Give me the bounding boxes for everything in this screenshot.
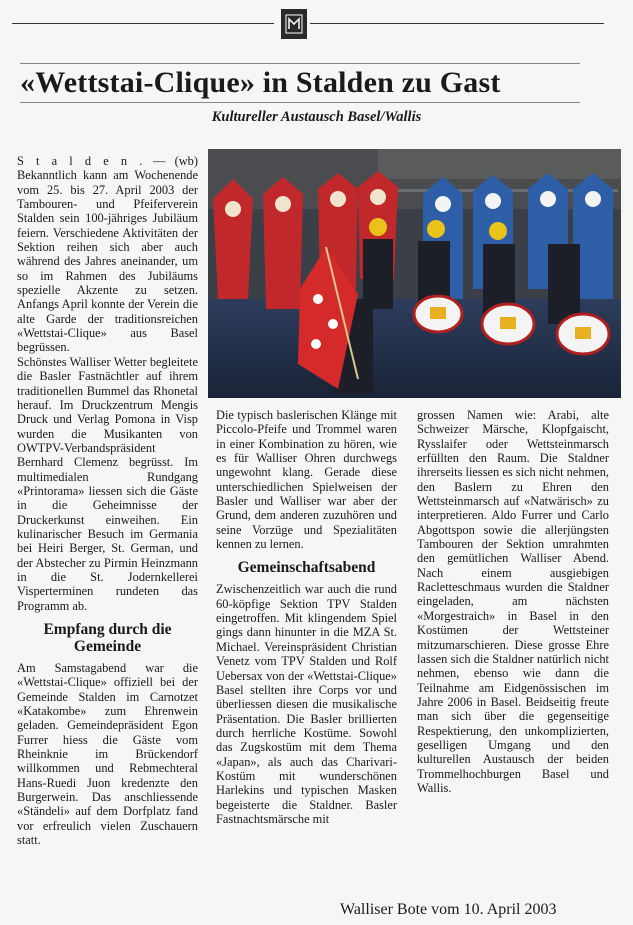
dateline: S t a l d e n . — [17, 154, 144, 168]
col2-paragraph-1: Die typisch baslerischen Klänge mit Piccolo-Pfeife und Trommel waren in einer Kombination zu hören, wie es für Walliser Ohren durchwegs ungewohnt klang. Gerade diese unterschiedlichen Spielweisen der Basler und Walliser war aber der Grund, dem anderen zuzuhören und seine Vorzüge und Spezialitäten kennen zu lernen. — [216, 408, 397, 552]
top-rule-left — [12, 23, 274, 24]
article-column-3 — [417, 408, 609, 795]
article-column-1 — [17, 154, 198, 847]
photo-illustration — [208, 149, 621, 398]
article-headline: «Wettstai-Clique» in Stalden zu Gast — [20, 66, 501, 99]
col1-paragraph-3: Am Samstagabend war die «Wettstai-Clique» offiziell bei der Gemeinde Stalden im Carnotzet «Katakombe» zum Ehrenwein geladen. Gemeindepräsident Egon Furrer hiess die Gäste vom Rheinknie im Brückendorf willkommen und Rebmechteral Hans-Ruedi Juon kredenzte den Burgerwein. Das anschliessende «Ständeli» auf dem Dorfplatz fand vor erfreulich vielen Zuschauern statt. — [17, 661, 198, 848]
col3-paragraph-1: grossen Namen wie: Arabi, alte Schweizer Märsche, Klopfgaischt, Rysslaifer oder Wettsteinmarsch erfüllten den Raum. Die Staldner ihrerseits liessen es sich nicht nehmen, den Baslern zu Ehren den Wettsteinmarsch auf «Natwärisch» zu interpretieren. Aldo Furrer und Carlo Abgottspon sowie die allerjüngsten Tambouren der Sektion umrahmten den gemütlichen Walliser Abend. Nach einem ausgiebigen Racletteschmaus wurden die Staldner eingeladen, am nächsten «Morgestraich» in Basel in den Kostümen der Wettsteiner mitzumarschieren. Diese grosse Ehre lassen sich die Staldner natürlich nicht nehmen, ebenso wie dann die Teilnahme am Eidgenössischen im Jahre 2006 in Basel. Beidseitig freute man sich über die gegenseitige Respektierung, den unkomplizierten, geselligen Umgang und den kulturellen Austausch der beiden Trommelhochburgen Basel und Wallis. — [417, 408, 610, 795]
col1-subheading: Empfang durch die Gemeinde — [43, 621, 172, 655]
col2-subheading: Gemeinschaftsabend — [237, 559, 376, 577]
article-column-2 — [216, 408, 397, 826]
col1-paragraph-2: Schönstes Walliser Wetter begleitete die Basler Fastnächtler auf ihrem traditionellen Bummel das Rhonetal herauf. Im Druckzentrum Mengis Druck und Verlag Pomona in Visp wurden die Musikanten von OWTPV-Verbandspräsident Bernhard Clemenz begrüsst. Im multimedialen Rundgang «Printorama» liessen sich die Gäste in die Geheimnisse der Druckerkunst einweihen. Ein kulinarischer Besuch im Germania bei Heiri Berger, St. German, und der Abstecher zu Pirmin Heinzmann in die St. Jodernkellerei Visperterminen rundeten das Programm ab. — [17, 354, 198, 613]
col1-paragraph-1-text: — (wb) Bekanntlich kann am Wochenende vom 25. bis 27. April 2003 der Tambouren- und Pfeiferverein Stalden sein 100-jähriges Jubiläum feiern. Verschiedene Aktivitäten der Sektion reihen sich aber auch während des Jahres aneinander, um so im Rahmen des Jubiläums spezielle Akzente zu setzen. Anfangs April konnte der Verein die alte Garde der traditionsreichen «Wettstai-Clique» aus Basel begrüssen. — [17, 154, 198, 355]
article-photo — [208, 149, 621, 398]
source-footer: Walliser Bote vom 10. April 2003 — [340, 901, 557, 918]
top-rule-right — [310, 23, 604, 24]
headline-rule-bottom — [20, 102, 580, 103]
article-subheadline: Kultureller Austausch Basel/Wallis — [211, 109, 422, 125]
headline-rule-top — [20, 63, 580, 64]
newspaper-logo-icon — [281, 9, 307, 39]
col1-paragraph-1 — [17, 154, 198, 355]
col2-paragraph-2: Zwischenzeitlich war auch die rund 60-köpfige Sektion TPV Stalden eingetroffen. Mit klingendem Spiel gings dann hinunter in die MZA St. Michael. Vereinspräsident Christian Venetz vom TPV Stalden und Rolf Uebersax von der «Wettstai-Clique» Basel stellten ihre Corps vor und überliessen diesen die musikalische Präsentation. Die Basler brillierten durch herrliche Kostüme. Sowohl das Zugskostüm mit dem Thema «Japan», als auch das Charivari-Kostüm mit wunderschönen Harlekins und typischen Masken begeisterte die Staldner. Basler Fastnachtsmärsche mit — [216, 582, 397, 826]
